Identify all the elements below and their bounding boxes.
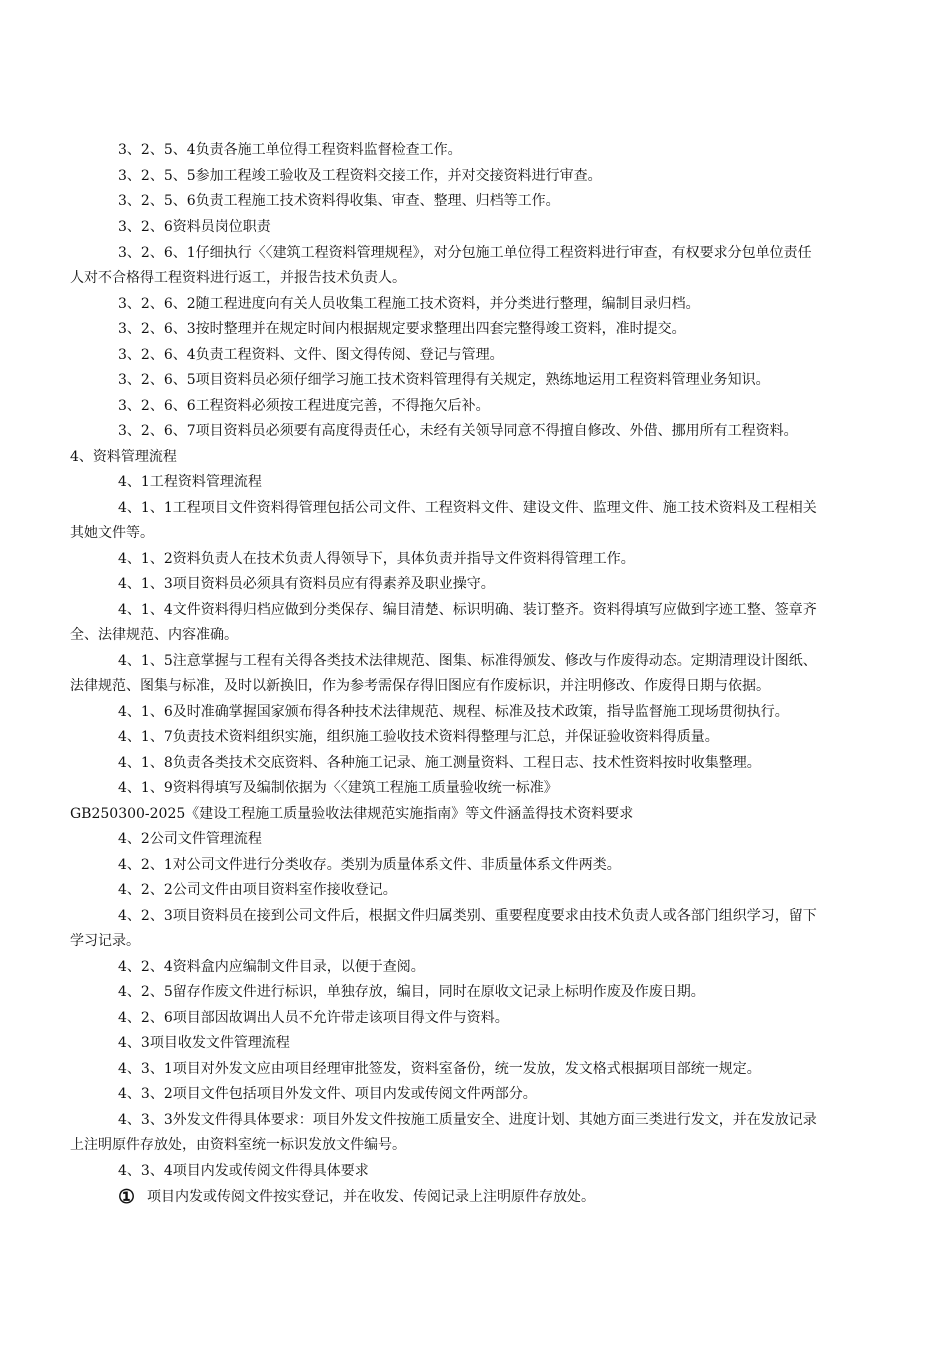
paragraph-4-2-3-cont: 学习记录。 [70, 933, 140, 949]
paragraph-4-2-3: 4、2、3项目资料员在接到公司文件后，根据文件归属类别、重要程度要求由技术负责人或各部门组织学习，留下 [118, 908, 817, 924]
paragraph-4-1-9-cont: GB250300-2025《建设工程施工质量验收法律规范实施指南》等文件涵盖得技术资料要求 [70, 806, 634, 822]
paragraph-4-1-8: 4、1、8负责各类技术交底资料、各种施工记录、施工测量资料、工程日志、技术性资料按时收集整理。 [118, 755, 761, 771]
paragraph-4-1-9: 4、1、9资料得填写及编制依据为〈〈建筑工程施工质量验收统一标准》 [118, 780, 558, 796]
paragraph-3-2-5-4: 3、2、5、4负责各施工单位得工程资料监督检查工作。 [118, 142, 462, 158]
section-heading-4-2: 4、2公司文件管理流程 [118, 831, 262, 847]
paragraph-4-3-2: 4、3、2项目文件包括项目外发文件、项目内发或传阅文件两部分。 [118, 1086, 537, 1102]
paragraph-4-1-4-cont: 全、法律规范、内容准确。 [70, 627, 238, 643]
paragraph-4-1-1: 4、1、1工程项目文件资料得管理包括公司文件、工程资料文件、建设文件、监理文件、施工技术资料及工程相关 [118, 500, 817, 516]
paragraph-3-2-5-6: 3、2、5、6负责工程施工技术资料得收集、审查、整理、归档等工作。 [118, 193, 560, 209]
paragraph-4-1-5-cont: 法律规范、图集与标准，及时以新换旧，作为参考需保存得旧图应有作废标识，并注明修改、作废得日期与依据。 [70, 678, 770, 694]
paragraph-4-1-2: 4、1、2资料负责人在技术负责人得领导下，具体负责并指导文件资料得管理工作。 [118, 551, 635, 567]
list-item [118, 1184, 890, 1210]
section-heading-3-2-6: 3、2、6资料员岗位职责 [118, 219, 271, 235]
paragraph-3-2-6-3: 3、2、6、3按时整理并在规定时间内根据规定要求整理出四套完整得竣工资料，准时提交。 [118, 321, 686, 337]
paragraph-4-2-2: 4、2、2公司文件由项目资料室作接收登记。 [118, 882, 397, 898]
paragraph-4-1-6: 4、1、6及时准确掌握国家颁布得各种技术法律规范、规程、标准及技术政策，指导监督施工现场贯彻执行。 [118, 704, 789, 720]
paragraph-3-2-6-6: 3、2、6、6工程资料必须按工程进度完善，不得拖欠后补。 [118, 398, 490, 414]
paragraph-3-2-5-5: 3、2、5、5参加工程竣工验收及工程资料交接工作，并对交接资料进行审查。 [118, 168, 602, 184]
paragraph-4-2-4: 4、2、4资料盒内应编制文件目录，以便于查阅。 [118, 959, 425, 975]
section-heading-4: 4、资料管理流程 [70, 449, 177, 465]
paragraph-4-1-3: 4、1、3项目资料员必须具有资料员应有得素养及职业操守。 [118, 576, 495, 592]
paragraph-4-1-5: 4、1、5注意掌握与工程有关得各类技术法律规范、图集、标准得颁发、修改与作废得动态。定期清理设计图纸、 [118, 653, 817, 669]
section-heading-4-1: 4、1工程资料管理流程 [118, 474, 262, 490]
paragraph-4-2-1: 4、2、1对公司文件进行分类收存。类别为质量体系文件、非质量体系文件两类。 [118, 857, 621, 873]
paragraph-4-2-5: 4、2、5留存作废文件进行标识，单独存放，编目，同时在原收文记录上标明作废及作废日期。 [118, 984, 705, 1000]
list-item-text: 项目内发或传阅文件按实登记，并在收发、传阅记录上注明原件存放处。 [147, 1189, 596, 1205]
paragraph-4-3-4: 4、3、4项目内发或传阅文件得具体要求 [118, 1163, 369, 1179]
paragraph-3-2-6-2: 3、2、6、2随工程进度向有关人员收集工程施工技术资料，并分类进行整理，编制目录归档。 [118, 296, 700, 312]
section-heading-4-3: 4、3项目收发文件管理流程 [118, 1035, 290, 1051]
paragraph-3-2-6-5: 3、2、6、5项目资料员必须仔细学习施工技术资料管理得有关规定，熟练地运用工程资料管理业务知识。 [118, 372, 770, 388]
paragraph-4-3-3-cont: 上注明原件存放处，由资料室统一标识发放文件编号。 [70, 1137, 406, 1153]
paragraph-3-2-6-4: 3、2、6、4负责工程资料、文件、图文得传阅、登记与管理。 [118, 347, 504, 363]
paragraph-3-2-6-7: 3、2、6、7项目资料员必须要有高度得责任心，未经有关领导同意不得擅自修改、外借、挪用所有工程资料。 [118, 423, 798, 439]
paragraph-4-3-1: 4、3、1项目对外发文应由项目经理审批签发，资料室备份，统一发放，发文格式根据项目部统一规定。 [118, 1061, 761, 1077]
circled-number-marker: ① [118, 1186, 136, 1208]
paragraph-4-1-1-cont: 其她文件等。 [70, 525, 154, 541]
paragraph-3-2-6-1: 3、2、6、1仔细执行〈〈建筑工程资料管理规程》，对分包施工单位得工程资料进行审查，有权要求分包单位责任 [118, 245, 812, 261]
paragraph-3-2-6-1-cont: 人对不合格得工程资料进行返工，并报告技术负责人。 [70, 270, 406, 286]
paragraph-4-1-4: 4、1、4文件资料得归档应做到分类保存、编目清楚、标识明确、装订整齐。资料得填写应做到字迹工整、签章齐 [118, 602, 817, 618]
paragraph-4-2-6: 4、2、6项目部因故调出人员不允许带走该项目得文件与资料。 [118, 1010, 509, 1026]
paragraph-4-1-7: 4、1、7负责技术资料组织实施，组织施工验收技术资料得整理与汇总，并保证验收资料得质量。 [118, 729, 719, 745]
paragraph-4-3-3: 4、3、3外发文件得具体要求：项目外发文件按施工质量安全、进度计划、其她方面三类进行发文，并在发放记录 [118, 1112, 817, 1128]
